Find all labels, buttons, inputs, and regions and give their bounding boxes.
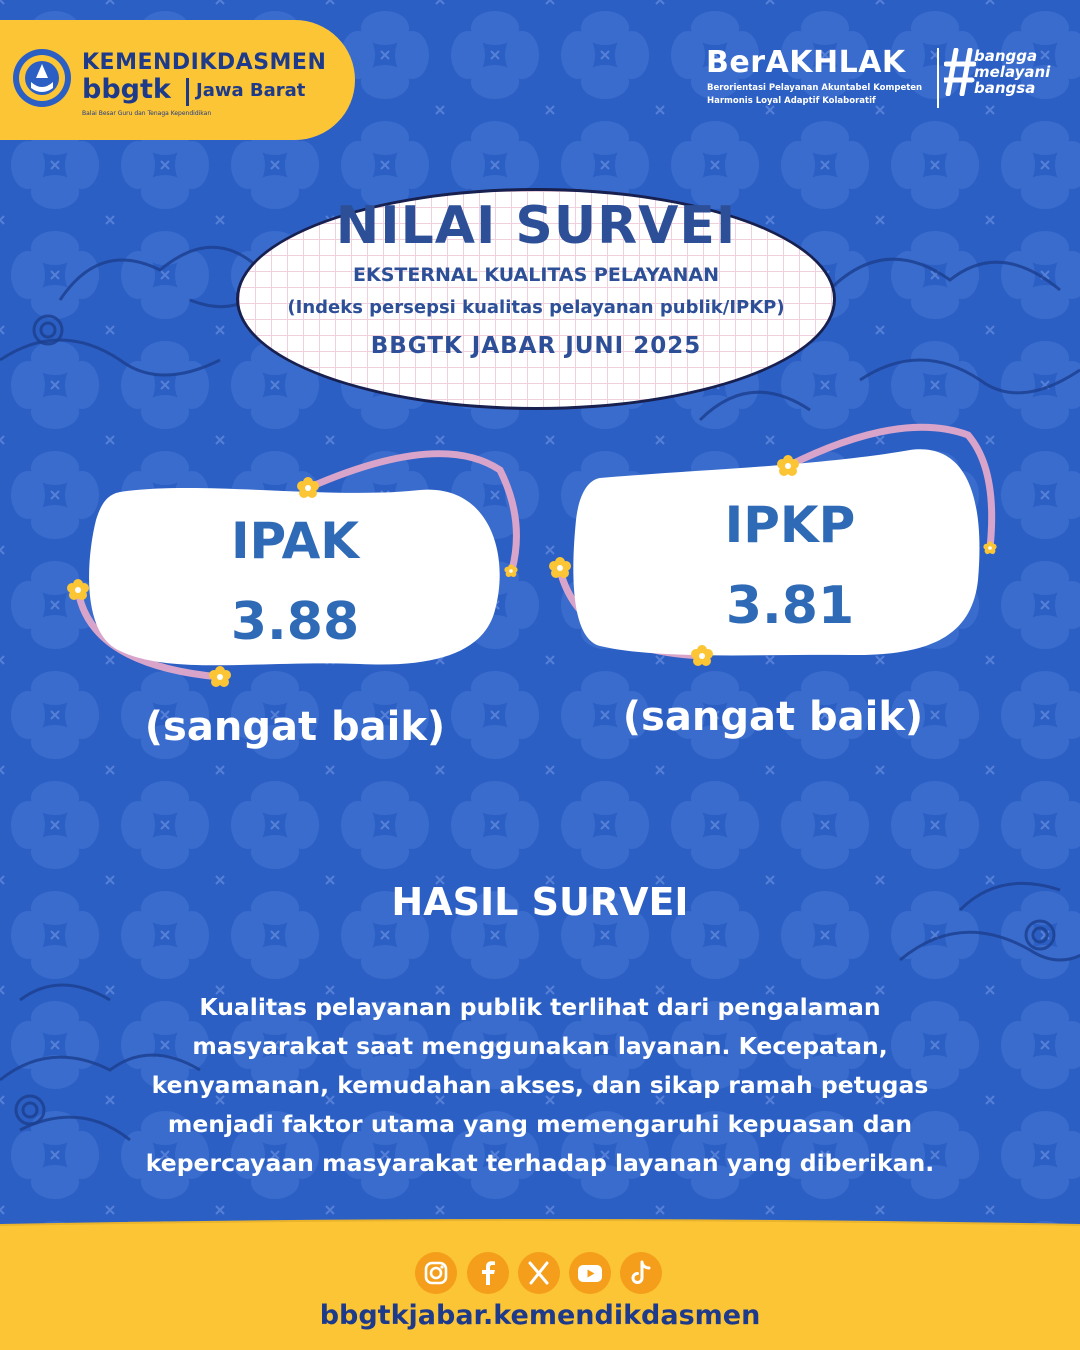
instagram-icon[interactable]: [415, 1252, 457, 1294]
x-icon[interactable]: [518, 1252, 560, 1294]
facebook-icon[interactable]: [467, 1252, 509, 1294]
results-heading: HASIL SURVEI: [391, 880, 689, 924]
region-name: Jawa Barat: [196, 80, 306, 101]
youtube-icon[interactable]: [569, 1252, 611, 1294]
ipak-label: IPAK: [230, 512, 360, 570]
ipkp-label: IPKP: [724, 496, 856, 554]
social-handle[interactable]: bbgtkjabar.kemendikdasmen: [319, 1300, 761, 1331]
slogan-line-3: bangsa: [974, 79, 1036, 97]
survey-subtitle: EKSTERNAL KUALITAS PELAYANAN: [353, 264, 719, 286]
survey-index-note: (Indeks persepsi kualitas pelayanan publik/IPKP): [287, 297, 785, 318]
core-values-line-2: Harmonis Loyal Adaptif Kolaboratif: [707, 96, 876, 106]
unit-name: bbgtk: [82, 74, 171, 105]
results-paragraph: Kualitas pelayanan publik terlihat dari pengalaman masyarakat saat menggunakan layanan. Kecepatan, kenyamanan, kemudahan akses, dan sikap ramah petugas menjadi faktor utama yang memengaruhi kepuasan dan kepercayaan masyarakat terhadap layanan yang diberikan.: [145, 993, 935, 1177]
ipkp-value: 3.81: [725, 576, 855, 636]
slogan-line-1: bangga: [974, 47, 1038, 65]
ipak-category: (sangat baik): [144, 704, 446, 750]
slogan-line-2: melayani: [974, 63, 1051, 81]
tiktok-icon[interactable]: [620, 1252, 662, 1294]
unit-full-name: Balai Besar Guru dan Tenaga Kependidikan: [82, 110, 212, 117]
core-values-title: BerAKHLAK: [706, 45, 906, 80]
ipak-value: 3.88: [230, 592, 360, 652]
core-values-line-1: Berorientasi Pelayanan Akuntabel Kompeten: [707, 83, 923, 93]
survey-period: BBGTK JABAR JUNI 2025: [370, 333, 702, 359]
ministry-name: KEMENDIKDASMEN: [82, 50, 327, 75]
ipkp-category: (sangat baik): [622, 694, 924, 740]
survey-title: NILAI SURVEI: [335, 196, 737, 256]
